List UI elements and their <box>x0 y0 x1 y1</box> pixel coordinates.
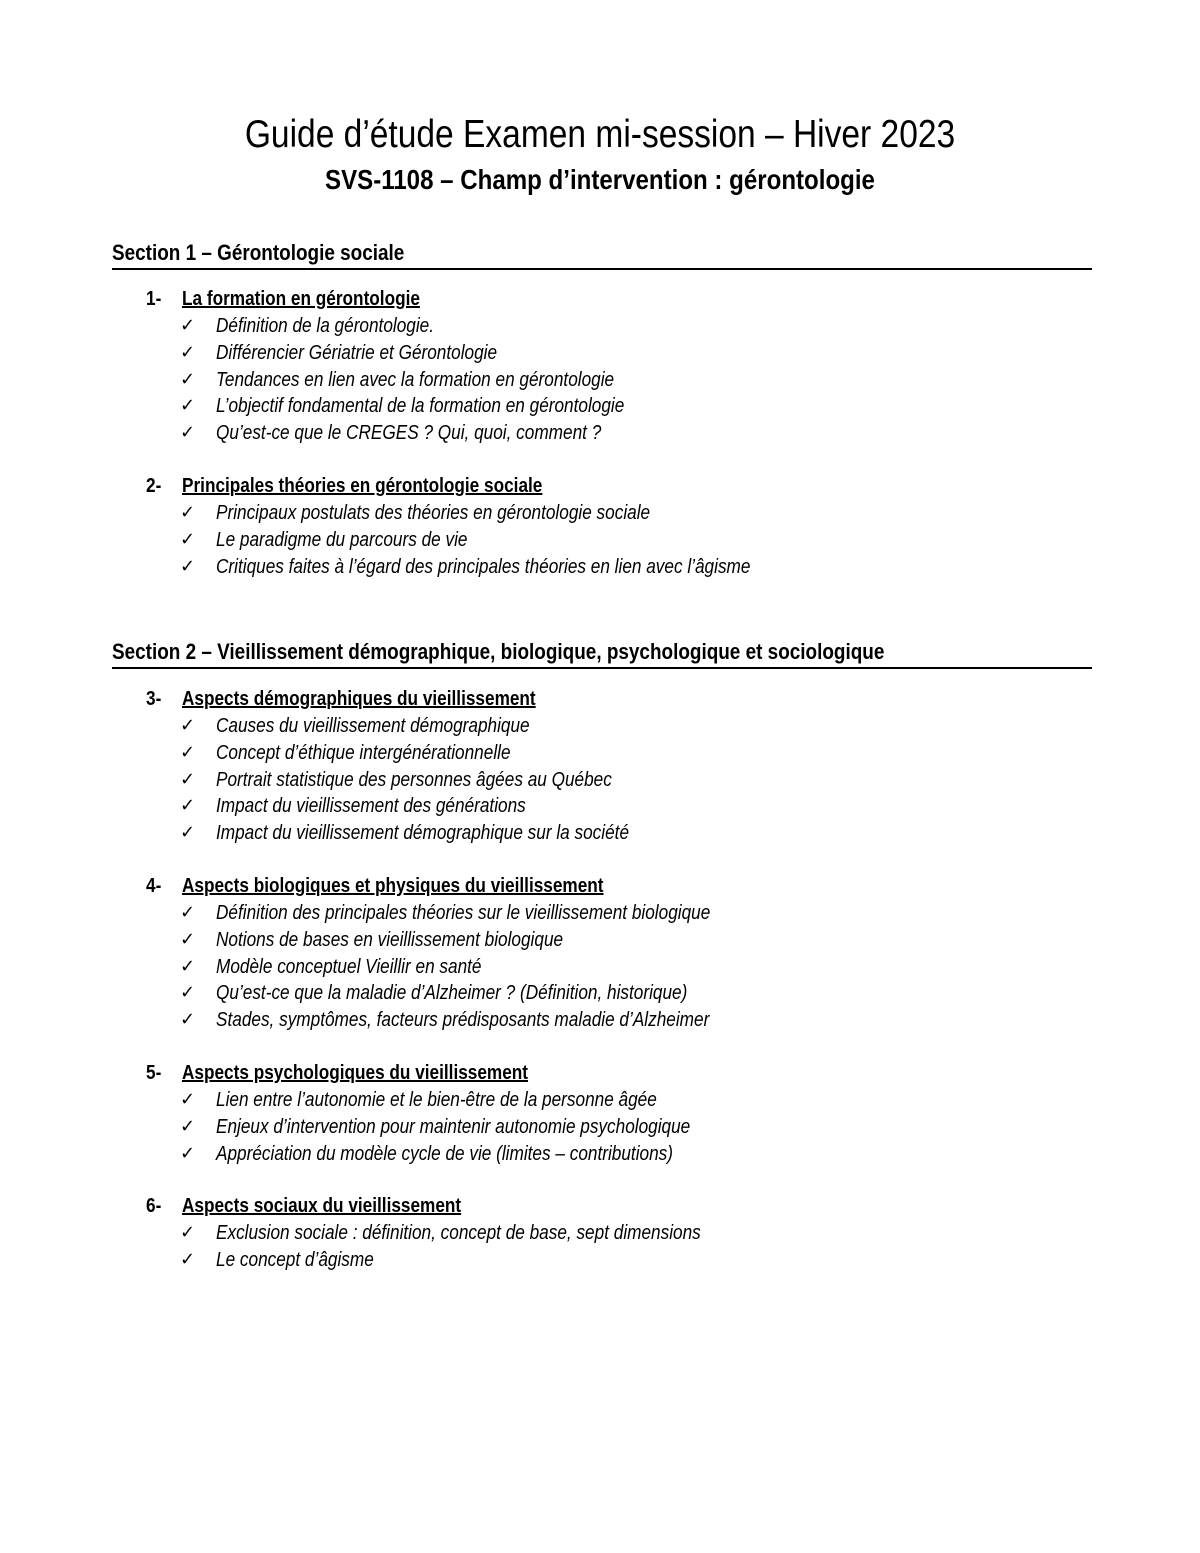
item-text: Tendances en lien avec la formation en gérontologie <box>216 368 615 391</box>
item-text: L’objectif fondamental de la formation en gérontologie <box>216 395 625 418</box>
topic-number: 6- <box>146 1195 162 1217</box>
section-heading-text: Section 1 – Gérontologie sociale <box>112 240 405 265</box>
item-text: Principaux postulats des théories en gérontologie sociale <box>216 502 651 524</box>
topic-5 <box>146 1060 1046 1167</box>
item-text: Le paradigme du parcours de vie <box>216 528 468 551</box>
list-item <box>146 927 1046 954</box>
checkmark-icon: ✓ <box>180 982 196 1004</box>
item-text: Lien entre l’autonomie et le bien-être de la personne âgée <box>216 1089 657 1111</box>
item-text: Impact du vieillissement des générations <box>216 795 526 818</box>
topic-title: Aspects sociaux du vieillissement <box>182 1195 462 1217</box>
topic-6 <box>146 1193 1046 1274</box>
list-item <box>146 1247 1046 1274</box>
list-item <box>146 367 1046 394</box>
list-item <box>146 1220 1046 1247</box>
checkmark-icon: ✓ <box>180 768 196 790</box>
item-text: Exclusion sociale : définition, concept de base, sept dimensions <box>216 1222 701 1244</box>
list-item <box>146 1114 1046 1141</box>
checkmark-icon: ✓ <box>180 822 196 844</box>
list-item <box>146 340 1046 367</box>
list-item <box>146 1141 1046 1168</box>
topic-heading <box>146 473 1046 500</box>
document-title: Guide d’étude Examen mi-session – Hiver 2023 <box>244 113 956 156</box>
checkmark-icon: ✓ <box>180 528 196 550</box>
topic-title: Principales théories en gérontologie sociale <box>182 475 543 497</box>
item-text: Qu’est-ce que la maladie d’Alzheimer ? (Définition, historique) <box>216 982 688 1005</box>
checkmark-icon: ✓ <box>180 928 196 950</box>
checkmark-icon: ✓ <box>180 368 196 390</box>
document-subtitle: SVS-1108 – Champ d’intervention : gérontologie <box>325 164 875 195</box>
item-text: Qu’est-ce que le CREGES ? Qui, quoi, comment ? <box>216 422 602 445</box>
checkmark-icon: ✓ <box>180 341 196 363</box>
topic-number: 3- <box>146 688 162 710</box>
topic-3 <box>146 686 1046 847</box>
list-item <box>146 1007 1046 1034</box>
list-item <box>146 313 1046 340</box>
list-item <box>146 420 1046 447</box>
list-item <box>146 900 1046 927</box>
checkmark-icon: ✓ <box>180 1222 196 1243</box>
topic-heading <box>146 1060 1046 1087</box>
item-text: Le concept d’âgisme <box>216 1248 374 1271</box>
topic-heading <box>146 686 1046 713</box>
checkmark-icon: ✓ <box>180 395 196 417</box>
topic-1 <box>146 286 1046 447</box>
checkmark-icon: ✓ <box>180 1142 196 1164</box>
item-text: Impact du vieillissement démographique sur la société <box>216 822 630 845</box>
checkmark-icon: ✓ <box>180 1089 196 1110</box>
item-text: Enjeux d’intervention pour maintenir autonomie psychologique <box>216 1115 691 1138</box>
checkmark-icon: ✓ <box>180 1248 196 1270</box>
list-item <box>146 820 1046 847</box>
topic-heading <box>146 873 1046 900</box>
topic-heading <box>146 1193 1046 1220</box>
checkmark-icon: ✓ <box>180 1009 196 1031</box>
topic-heading <box>146 286 1046 313</box>
topic-2 <box>146 473 1046 580</box>
list-item <box>146 527 1046 554</box>
section-heading-1 <box>112 240 1092 270</box>
item-text: Définition des principales théories sur le vieillissement biologique <box>216 902 711 924</box>
topic-number: 5- <box>146 1062 162 1084</box>
item-text: Différencier Gériatrie et Gérontologie <box>216 341 498 364</box>
item-text: Causes du vieillissement démographique <box>216 715 530 737</box>
item-text: Concept d’éthique intergénérationnelle <box>216 741 511 764</box>
checkmark-icon: ✓ <box>180 902 196 923</box>
item-text: Notions de bases en vieillissement biologique <box>216 928 564 951</box>
list-item <box>146 500 1046 527</box>
list-item <box>146 554 1046 581</box>
checkmark-icon: ✓ <box>180 422 196 444</box>
checkmark-icon: ✓ <box>180 795 196 817</box>
list-item <box>146 713 1046 740</box>
list-item <box>146 1087 1046 1114</box>
list-item <box>146 393 1046 420</box>
item-text: Stades, symptômes, facteurs prédisposants maladie d’Alzheimer <box>216 1009 710 1032</box>
checkmark-icon: ✓ <box>180 715 196 736</box>
checkmark-icon: ✓ <box>180 502 196 523</box>
topic-number: 1- <box>146 288 162 310</box>
checkmark-icon: ✓ <box>180 315 196 336</box>
section-heading-2 <box>112 639 1092 669</box>
topic-number: 4- <box>146 875 162 897</box>
topic-title: Aspects démographiques du vieillissement <box>182 688 536 710</box>
topic-title: Aspects psychologiques du vieillissement <box>182 1062 529 1084</box>
checkmark-icon: ✓ <box>180 955 196 977</box>
checkmark-icon: ✓ <box>180 741 196 763</box>
list-item <box>146 740 1046 767</box>
topic-title: La formation en gérontologie <box>182 288 420 310</box>
list-item <box>146 793 1046 820</box>
list-item <box>146 980 1046 1007</box>
list-item <box>146 767 1046 794</box>
topic-title: Aspects biologiques et physiques du vieillissement <box>182 875 604 897</box>
list-item <box>146 954 1046 981</box>
section-heading-text: Section 2 – Vieillissement démographique, biologique, psychologique et sociologique <box>112 639 885 664</box>
checkmark-icon: ✓ <box>180 1115 196 1137</box>
topic-number: 2- <box>146 475 162 497</box>
item-text: Portrait statistique des personnes âgées au Québec <box>216 768 612 791</box>
topic-4 <box>146 873 1046 1034</box>
item-text: Appréciation du modèle cycle de vie (limites – contributions) <box>216 1142 673 1165</box>
checkmark-icon: ✓ <box>180 555 196 577</box>
item-text: Définition de la gérontologie. <box>216 315 435 337</box>
item-text: Critiques faites à l’égard des principales théories en lien avec l’âgisme <box>216 555 751 578</box>
item-text: Modèle conceptuel Vieillir en santé <box>216 955 482 978</box>
